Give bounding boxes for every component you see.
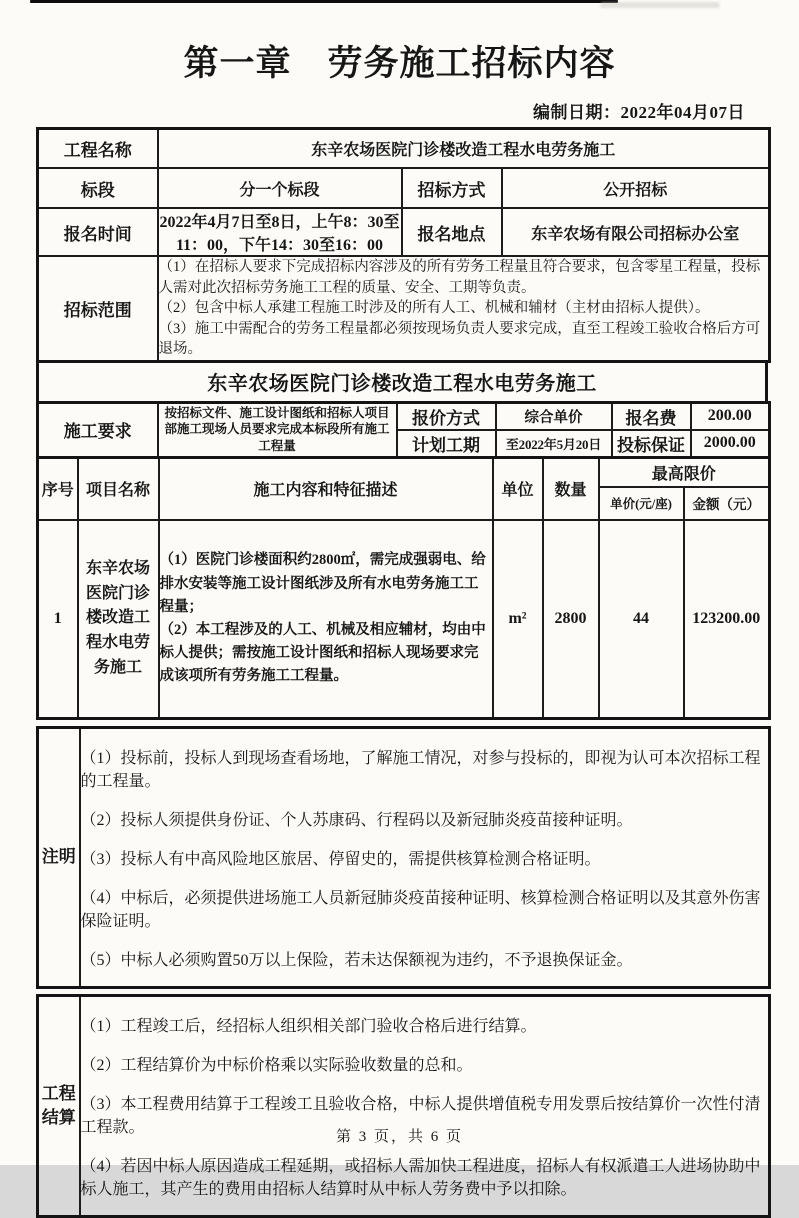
item-unit: m² (493, 520, 543, 719)
col-header-unit: 单位 (493, 457, 543, 520)
bid-scope-item: （2）包含中标人承建工程施工时涉及的所有人工、机械和辅材（主材由招标人提供）。 (158, 300, 710, 317)
item-amount: 123200.00 (684, 520, 770, 719)
page-title: 第一章 劳务施工招标内容 (183, 44, 616, 83)
col-header-no: 序号 (38, 457, 78, 520)
quote-method-value: 综合单价 (496, 402, 612, 430)
bid-scope-item: （3）施工中需配合的劳务工程量都必须按现场负责人要求完成，直至工程竣工验收合格后方可退场。 (158, 320, 761, 358)
settlement-label: 工程结算 (38, 995, 80, 1216)
bid-method-label: 招标方式 (402, 168, 502, 208)
document-body (36, 127, 768, 1218)
col-header-qty: 数量 (543, 457, 599, 520)
settlement-item: （1）工程竣工后，经招标人组织相关部门验收合格后进行结算。 (80, 1017, 537, 1035)
col-header-max-price: 最高限价 (599, 457, 770, 487)
compile-date: 编制日期：2022年04月07日 (533, 103, 745, 122)
notes-item: （3）投标人有中高风险地区旅居、停留史的，需提供核算检测合格证明。 (80, 850, 601, 868)
signup-place-value: 东辛农场有限公司招标办公室 (502, 208, 770, 256)
bid-bond-label: 投标保证 (612, 430, 691, 458)
item-desc (159, 520, 493, 719)
requirements-label: 施工要求 (38, 402, 158, 457)
section-label: 标段 (38, 168, 158, 208)
signup-fee-value: 200.00 (691, 402, 770, 430)
bid-method-value: 公开招标 (502, 168, 770, 208)
requirements-desc: 按招标文件、施工设计图纸和招标人项目部施工现场人员要求完成本标段所有施工工程量 (158, 402, 397, 457)
quote-method-label: 报价方式 (397, 402, 496, 430)
notes-content (80, 727, 770, 987)
notes-item: （4）中标后，必须提供进场施工人员新冠肺炎疫苗接种证明、核算检测合格证明以及其意外伤害保险证明。 (80, 889, 761, 930)
signup-place-label: 报名地点 (402, 208, 502, 256)
settlement-item: （3）本工程费用结算于工程竣工且验收合格，中标人提供增值税专用发票后按结算价一次性付清工程款。 (80, 1095, 761, 1136)
project-banner: 东辛农场医院门诊楼改造工程水电劳务施工 (38, 361, 767, 402)
scan-artifact-top-edge (30, 0, 618, 3)
table-row (38, 520, 770, 719)
col-header-name: 项目名称 (78, 457, 159, 520)
settlement-item: （2）工程结算价为中标价格乘以实际验收数量的总和。 (80, 1056, 473, 1074)
banner-table (36, 360, 768, 404)
item-desc-line: （2）本工程涉及的人工、机械及相应辅材，均由中标人提供；需按施工设计图纸和招标人现场要求完成该项所有劳务施工工程量。 (159, 621, 486, 685)
project-name-value: 东辛农场医院门诊楼改造工程水电劳务施工 (158, 129, 770, 169)
col-header-unit-price: 单价(元/座) (599, 487, 684, 520)
info-table (36, 127, 771, 363)
item-desc-line: （1）医院门诊楼面积约2800㎡，需完成强弱电、给排水安装等施工设计图纸涉及所有水电劳务施工工程量； (159, 552, 486, 615)
requirements-table (36, 401, 771, 459)
bid-scope-item: （1）在招标人要求下完成招标内容涉及的所有劳务工程量且符合要求，包含零星工程量，投标人需对此次招标劳务施工工程的质量、安全、工期等负责。 (158, 259, 761, 296)
scan-artifact-smudge (600, 2, 720, 8)
notes-item: （2）投标人须提供身份证、个人苏康码、行程码以及新冠肺炎疫苗接种证明。 (80, 811, 633, 829)
item-no: 1 (38, 520, 78, 719)
project-name-label: 工程名称 (38, 129, 158, 169)
bid-scope-content (158, 256, 770, 361)
settlement-content (80, 995, 770, 1216)
planned-period-value: 至2022年5月20日 (496, 430, 612, 458)
signup-time-value: 2022年4月7日至8日，上午8：30至11：00，下午14：30至16：00 (158, 208, 402, 256)
bid-scope-label: 招标范围 (38, 256, 158, 361)
col-header-amount: 金额（元） (684, 487, 770, 520)
planned-period-label: 计划工期 (397, 430, 496, 458)
item-qty: 2800 (543, 520, 599, 719)
signup-fee-label: 报名费 (612, 402, 691, 430)
col-header-desc: 施工内容和特征描述 (159, 457, 493, 520)
notes-item: （5）中标人必须购置50万以上保险，若未达保额视为违约，不予退换保证金。 (80, 951, 633, 969)
notes-item: （1）投标前，投标人到现场查看场地，了解施工情况，对参与投标的，即视为认可本次招标工程的工程量。 (80, 749, 761, 790)
item-name: 东辛农场医院门诊楼改造工程水电劳务施工 (78, 520, 159, 719)
bid-bond-value: 2000.00 (691, 430, 770, 458)
page-footer: 第 3 页，共 6 页 (335, 1129, 463, 1145)
section-value: 分一个标段 (158, 168, 402, 208)
signup-time-label: 报名时间 (38, 208, 158, 256)
settlement-table (36, 994, 771, 1218)
settlement-item: （4）若因中标人原因造成工程延期，或招标人需加快工程进度，招标人有权派遣工人进场协助中标人施工，其产生的费用由招标人结算时从中标人劳务费中予以扣除。 (80, 1157, 761, 1198)
items-table (36, 456, 771, 720)
notes-label: 注明 (38, 727, 80, 987)
item-unit-price: 44 (599, 520, 684, 719)
notes-table (36, 726, 771, 989)
